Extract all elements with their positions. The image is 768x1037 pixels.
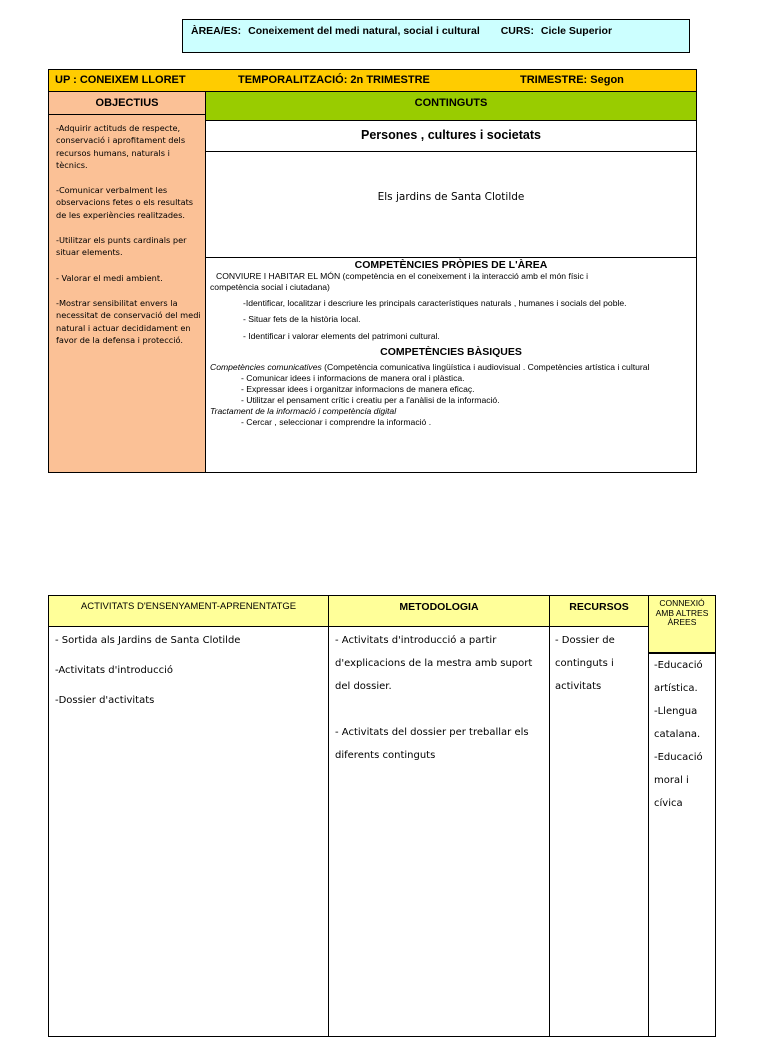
competencies-section	[210, 260, 692, 428]
area-competencies-intro: CONVIURE I HABITAR EL MÓN (competència en el coneixement i la interacció amb el món físic i	[216, 271, 589, 281]
communicative-competencies-label: Competències comunicatives	[210, 362, 322, 372]
unit-title: UP : CONEIXEM LLORET	[55, 74, 186, 86]
communicative-competencies-desc: (Competència comunicativa lingüística i audiovisual . Competències artística i cultural	[321, 362, 650, 372]
course-value: Cicle Superior	[540, 25, 613, 37]
connection-item: -Llengua catalana.	[654, 706, 701, 740]
area-competency-item: -Identificar, localitzar i descriure les principals característiques naturals , humanes i socials del poble.	[243, 298, 627, 308]
connections-column	[648, 653, 716, 1037]
objectives-list	[56, 122, 202, 359]
information-treatment-label: Tractament de la informació i competència digital	[210, 406, 397, 416]
area-competencies-title: COMPETÈNCIES PRÒPIES DE L'ÀREA	[354, 259, 548, 271]
activity-item: -Activitats d'introducció	[55, 665, 174, 676]
objective-item: - Valorar el medi ambient.	[56, 272, 163, 283]
information-item: - Cercar , seleccionar i comprendre la informació .	[241, 417, 432, 427]
objective-item: -Adquirir actituds de respecte, conservació i aprofitament dels recursos humans, naturals i tècnics.	[56, 123, 186, 170]
resources-column	[549, 627, 649, 1037]
timing-label: TEMPORALITZACIÓ: 2n TRIMESTRE	[238, 74, 430, 86]
connections-header: CONNEXIÓ AMB ALTRES ÀREES	[648, 595, 716, 653]
unit-row	[48, 69, 697, 92]
objective-item: -Mostrar sensibilitat envers la necessitat de conservació del medi natural i actuar decididament en favor de la defensa i protecció.	[56, 297, 201, 345]
communicative-item: - Comunicar idees i informacions de manera oral i plàstica.	[241, 373, 465, 383]
methodology-item: - Activitats del dossier per treballar els diferents continguts	[335, 727, 529, 761]
objective-item: -Utilitzar els punts cardinals per situar elements.	[56, 235, 187, 258]
term-label: TRIMESTRE: Segon	[520, 74, 624, 86]
activities-column	[48, 627, 329, 1037]
area-competencies-intro-cont: competència social i ciutadana)	[210, 282, 330, 292]
activity-item: -Dossier d'activitats	[55, 695, 155, 706]
activities-header: ACTIVITATS D'ENSENYAMENT-APRENENTATGE	[48, 595, 329, 627]
resource-item: - Dossier de continguts i activitats	[555, 635, 615, 692]
methodology-column	[328, 627, 550, 1037]
resources-header: RECURSOS	[549, 595, 649, 627]
basic-competencies-title: COMPETÈNCIES BÀSIQUES	[380, 346, 522, 358]
contents-header: CONTINGUTS	[206, 92, 696, 121]
area-course-header	[182, 19, 690, 53]
communicative-item: - Expressar idees i organitzar informacions de manera eficaç.	[241, 384, 475, 394]
methodology-header: METODOLOGIA	[328, 595, 550, 627]
objectives-header: OBJECTIUS	[49, 92, 205, 115]
objectives-column	[48, 92, 206, 473]
connection-item: -Educació moral i cívica	[654, 752, 703, 809]
contents-subtitle: Persones , cultures i societats	[206, 120, 696, 152]
methodology-item: - Activitats d'introducció a partir d'explicacions de la mestra amb suport del dossier.	[335, 635, 533, 692]
course-label: CURS:	[500, 25, 534, 37]
communicative-item: - Utilitzar el pensament crític i creatiu per a l'anàlisi de la informació.	[241, 395, 500, 405]
area-value: Coneixement del medi natural, social i cultural	[248, 25, 480, 37]
activities-table	[48, 595, 716, 1035]
activity-item: - Sortida als Jardins de Santa Clotilde	[55, 635, 241, 646]
objective-item: -Comunicar verbalment les observacions fetes o els resultats de les experiències realitzades.	[56, 185, 194, 220]
contents-column	[206, 92, 697, 473]
connection-item: -Educació artística.	[654, 660, 703, 694]
contents-topic: Els jardins de Santa Clotilde	[206, 151, 696, 258]
area-competency-item: - Identificar i valorar elements del patrimoni cultural.	[243, 331, 440, 341]
area-competency-item: - Situar fets de la història local.	[243, 314, 361, 324]
area-label: ÀREA/ES:	[191, 25, 242, 37]
